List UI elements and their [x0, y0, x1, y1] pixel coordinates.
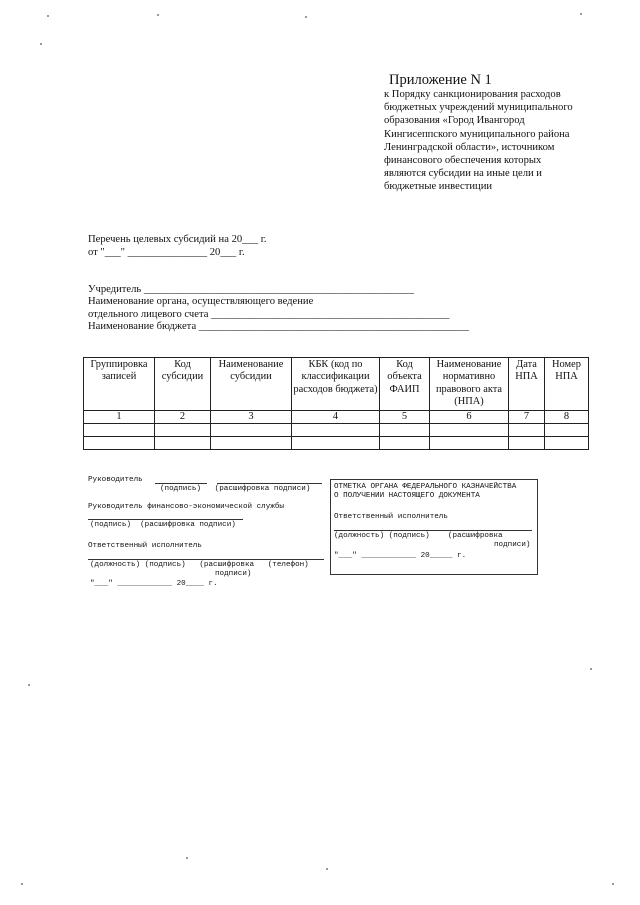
table-cell[interactable] [545, 424, 589, 437]
treasury-executor-line [334, 530, 532, 531]
table-cell[interactable] [155, 424, 211, 437]
treasury-caption: (должность) (подпись) (расшифровка [334, 532, 503, 540]
scan-speck [186, 857, 188, 859]
header-cell: Наименование субсидии [211, 358, 292, 411]
executor-label: Ответственный исполнитель [88, 542, 202, 550]
table-cell[interactable] [292, 424, 380, 437]
table-cell[interactable] [84, 437, 155, 450]
appendix-line: бюджетных учреждений муниципального [384, 102, 573, 114]
appendix-line: Кингисеппского муниципального района [384, 128, 570, 140]
header-cell: Дата НПА [509, 358, 545, 411]
appendix-line: Ленинградской области», источником [384, 141, 555, 153]
header-cell: Код объекта ФАИП [380, 358, 430, 411]
scan-speck [326, 868, 328, 870]
number-cell: 3 [211, 411, 292, 424]
head-caption: (подпись) (расшифровка подписи) [160, 485, 311, 493]
number-cell: 4 [292, 411, 380, 424]
scan-speck [305, 16, 307, 18]
table-header-row [84, 358, 589, 411]
fin-head-label: Руководитель финансово-экономической службы [88, 503, 284, 511]
table-cell[interactable] [545, 437, 589, 450]
number-cell: 5 [380, 411, 430, 424]
table-cell[interactable] [155, 437, 211, 450]
appendix-line: к Порядку санкционирования расходов [384, 89, 561, 100]
table-cell[interactable] [509, 424, 545, 437]
header-cell: Номер НПА [545, 358, 589, 411]
scan-speck [28, 684, 30, 686]
table-cell[interactable] [380, 437, 430, 450]
budget-line: Наименование бюджета ___________________________________________________ [88, 321, 469, 332]
appendix-line: финансового обеспечения которых [384, 155, 542, 167]
scan-speck [47, 15, 49, 17]
table-cell[interactable] [292, 437, 380, 450]
executor-caption-2: подписи) [215, 570, 252, 578]
treasury-title-1: ОТМЕТКА ОРГАНА ФЕДЕРАЛЬНОГО КАЗНАЧЕЙСТВА [334, 483, 517, 491]
appendix-line: бюджетные инвестиции [384, 181, 493, 193]
table-cell[interactable] [509, 437, 545, 450]
treasury-stamp-box [330, 479, 538, 575]
scan-speck [612, 883, 614, 885]
number-cell: 8 [545, 411, 589, 424]
list-date: от "___" _______________ 20___ г. [88, 247, 245, 258]
table-number-row [84, 411, 589, 424]
table-row [84, 437, 589, 450]
head-label: Руководитель [88, 476, 143, 484]
number-cell: 6 [430, 411, 509, 424]
number-cell: 1 [84, 411, 155, 424]
table-cell[interactable] [84, 424, 155, 437]
treasury-date-line: "___" ____________ 20_____ г. [334, 552, 467, 560]
founder-line: Учредитель ___________________________________________________ [88, 284, 414, 295]
treasury-title-2: О ПОЛУЧЕНИИ НАСТОЯЩЕГО ДОКУМЕНТА [334, 492, 480, 500]
scan-speck [590, 668, 592, 670]
table-cell[interactable] [211, 437, 292, 450]
head-signature-line [155, 483, 207, 484]
number-cell: 7 [509, 411, 545, 424]
scan-speck [21, 883, 23, 885]
executor-caption: (должность) (подпись) (расшифровка (телефон) [90, 561, 309, 569]
scan-speck [580, 13, 582, 15]
scan-speck [40, 43, 42, 45]
date-line: "___" ____________ 20____ г. [90, 580, 218, 588]
appendix-line: образования «Город Ивангород [384, 115, 525, 127]
fin-head-caption: (подпись) (расшифровка подписи) [90, 521, 236, 529]
org-line-2: отдельного лицевого счета _____________________________________________ [88, 309, 450, 320]
number-cell: 2 [155, 411, 211, 424]
executor-line [88, 559, 324, 560]
appendix-line: являются субсидии на иные цели и [384, 168, 542, 180]
header-cell: Наименование нормативно правового акта (НПА) [430, 358, 509, 411]
appendix-description [384, 88, 594, 194]
scan-speck [157, 14, 159, 16]
table-row [84, 424, 589, 437]
table-cell[interactable] [211, 424, 292, 437]
table-cell[interactable] [430, 437, 509, 450]
treasury-executor-label: Ответственный исполнитель [334, 513, 448, 521]
fin-head-line [88, 519, 243, 520]
table-cell[interactable] [430, 424, 509, 437]
header-cell: КБК (код по классификации расходов бюджета) [292, 358, 380, 411]
org-line-1: Наименование органа, осуществляющего ведение [88, 296, 314, 307]
appendix-title: Приложение N 1 [389, 72, 492, 88]
subsidy-table [83, 357, 589, 450]
header-cell: Код субсидии [155, 358, 211, 411]
header-cell: Группировка записей [84, 358, 155, 411]
treasury-caption-2: подписи) [494, 541, 531, 549]
table-cell[interactable] [380, 424, 430, 437]
list-title: Перечень целевых субсидий на 20___ г. [88, 234, 267, 245]
head-name-line [217, 483, 322, 484]
